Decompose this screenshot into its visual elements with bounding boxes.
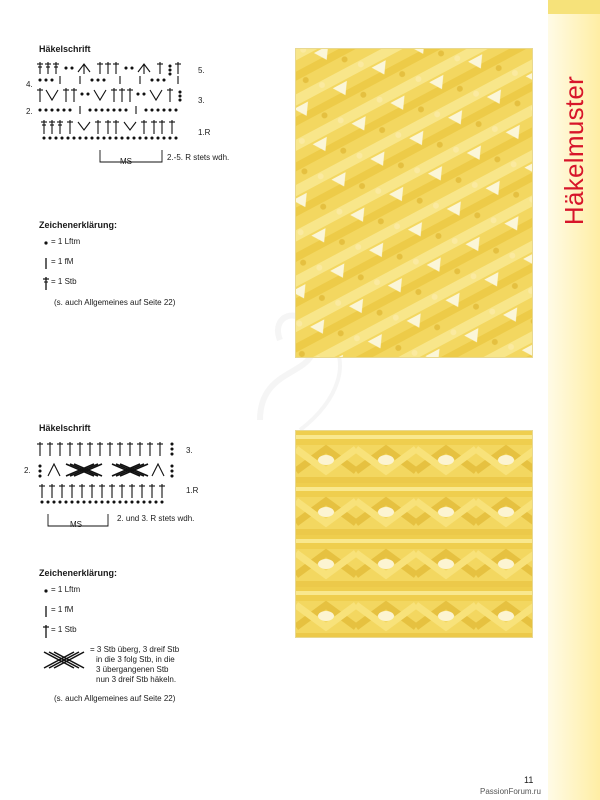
legend-text: = 1 Stb [51,277,77,286]
swatch-photo-crossed-stitches [295,430,533,638]
page-number: 11 [524,775,534,785]
row-label: 1.R [186,486,199,495]
ms-label: MS [120,157,132,166]
row-1 [41,120,175,134]
row-5 [37,62,181,75]
legend-line: = 3 Stb überg, 3 dreif Stb [90,645,180,654]
legend-line: nun 3 dreif Stb häkeln. [96,675,177,684]
row-label: 4. [26,80,33,89]
legend-text: = 1 fM [51,605,74,614]
row-label: 2. [24,466,31,475]
legend-line: 3 übergangenen Stb [96,665,169,674]
see-also-note: (s. auch Allgemeines auf Seite 22) [54,298,176,307]
legend-text: = 1 Lftm [51,237,81,246]
row-label: 5. [198,66,205,75]
row-label: 3. [186,446,193,455]
row-2 [39,464,173,477]
row-label: 1.R [198,128,211,137]
swatch-photo-diagonal-lace [295,48,533,358]
repeat-note: 2. und 3. R stets wdh. [117,514,195,523]
repeat-note: 2.-5. R stets wdh. [167,153,230,162]
watermark: PassionForum.ru [480,787,541,796]
row-label: 2. [26,107,33,116]
legend-text: = 1 Lftm [51,585,81,594]
legend-line: in die 3 folg Stb, in die [96,655,175,664]
legend-item-chain [39,236,339,250]
legend-text: = 1 fM [51,257,74,266]
crossed-stb-icon [42,648,90,670]
row-3 [37,442,173,456]
row-1 [39,484,165,498]
chart-heading: Häkelschrift [39,44,91,54]
side-tab-top-strip [548,0,600,14]
row-2 [39,106,177,114]
foundation-chain [41,501,163,503]
side-title [535,75,600,225]
crossed-stitch-legend-text [90,645,240,685]
legend-text: = 1 Stb [51,625,77,634]
row-4 [39,76,178,84]
legend-heading: Zeichenerklärung: [39,568,118,578]
legend-item-sc [39,604,339,618]
legend-item-dc [39,624,339,638]
side-title-text: Häkelmuster [559,75,590,225]
ms-label: MS [70,520,82,529]
legend-item-sc [39,256,339,270]
row-label: 3. [198,96,205,105]
legend-item-dc [39,276,339,290]
foundation-chain [43,137,177,139]
row-3 [37,88,181,102]
see-also-note: (s. auch Allgemeines auf Seite 22) [54,694,176,703]
legend-item-chain [39,584,339,598]
chart-heading: Häkelschrift [39,423,91,433]
legend-heading: Zeichenerklärung: [39,220,118,230]
